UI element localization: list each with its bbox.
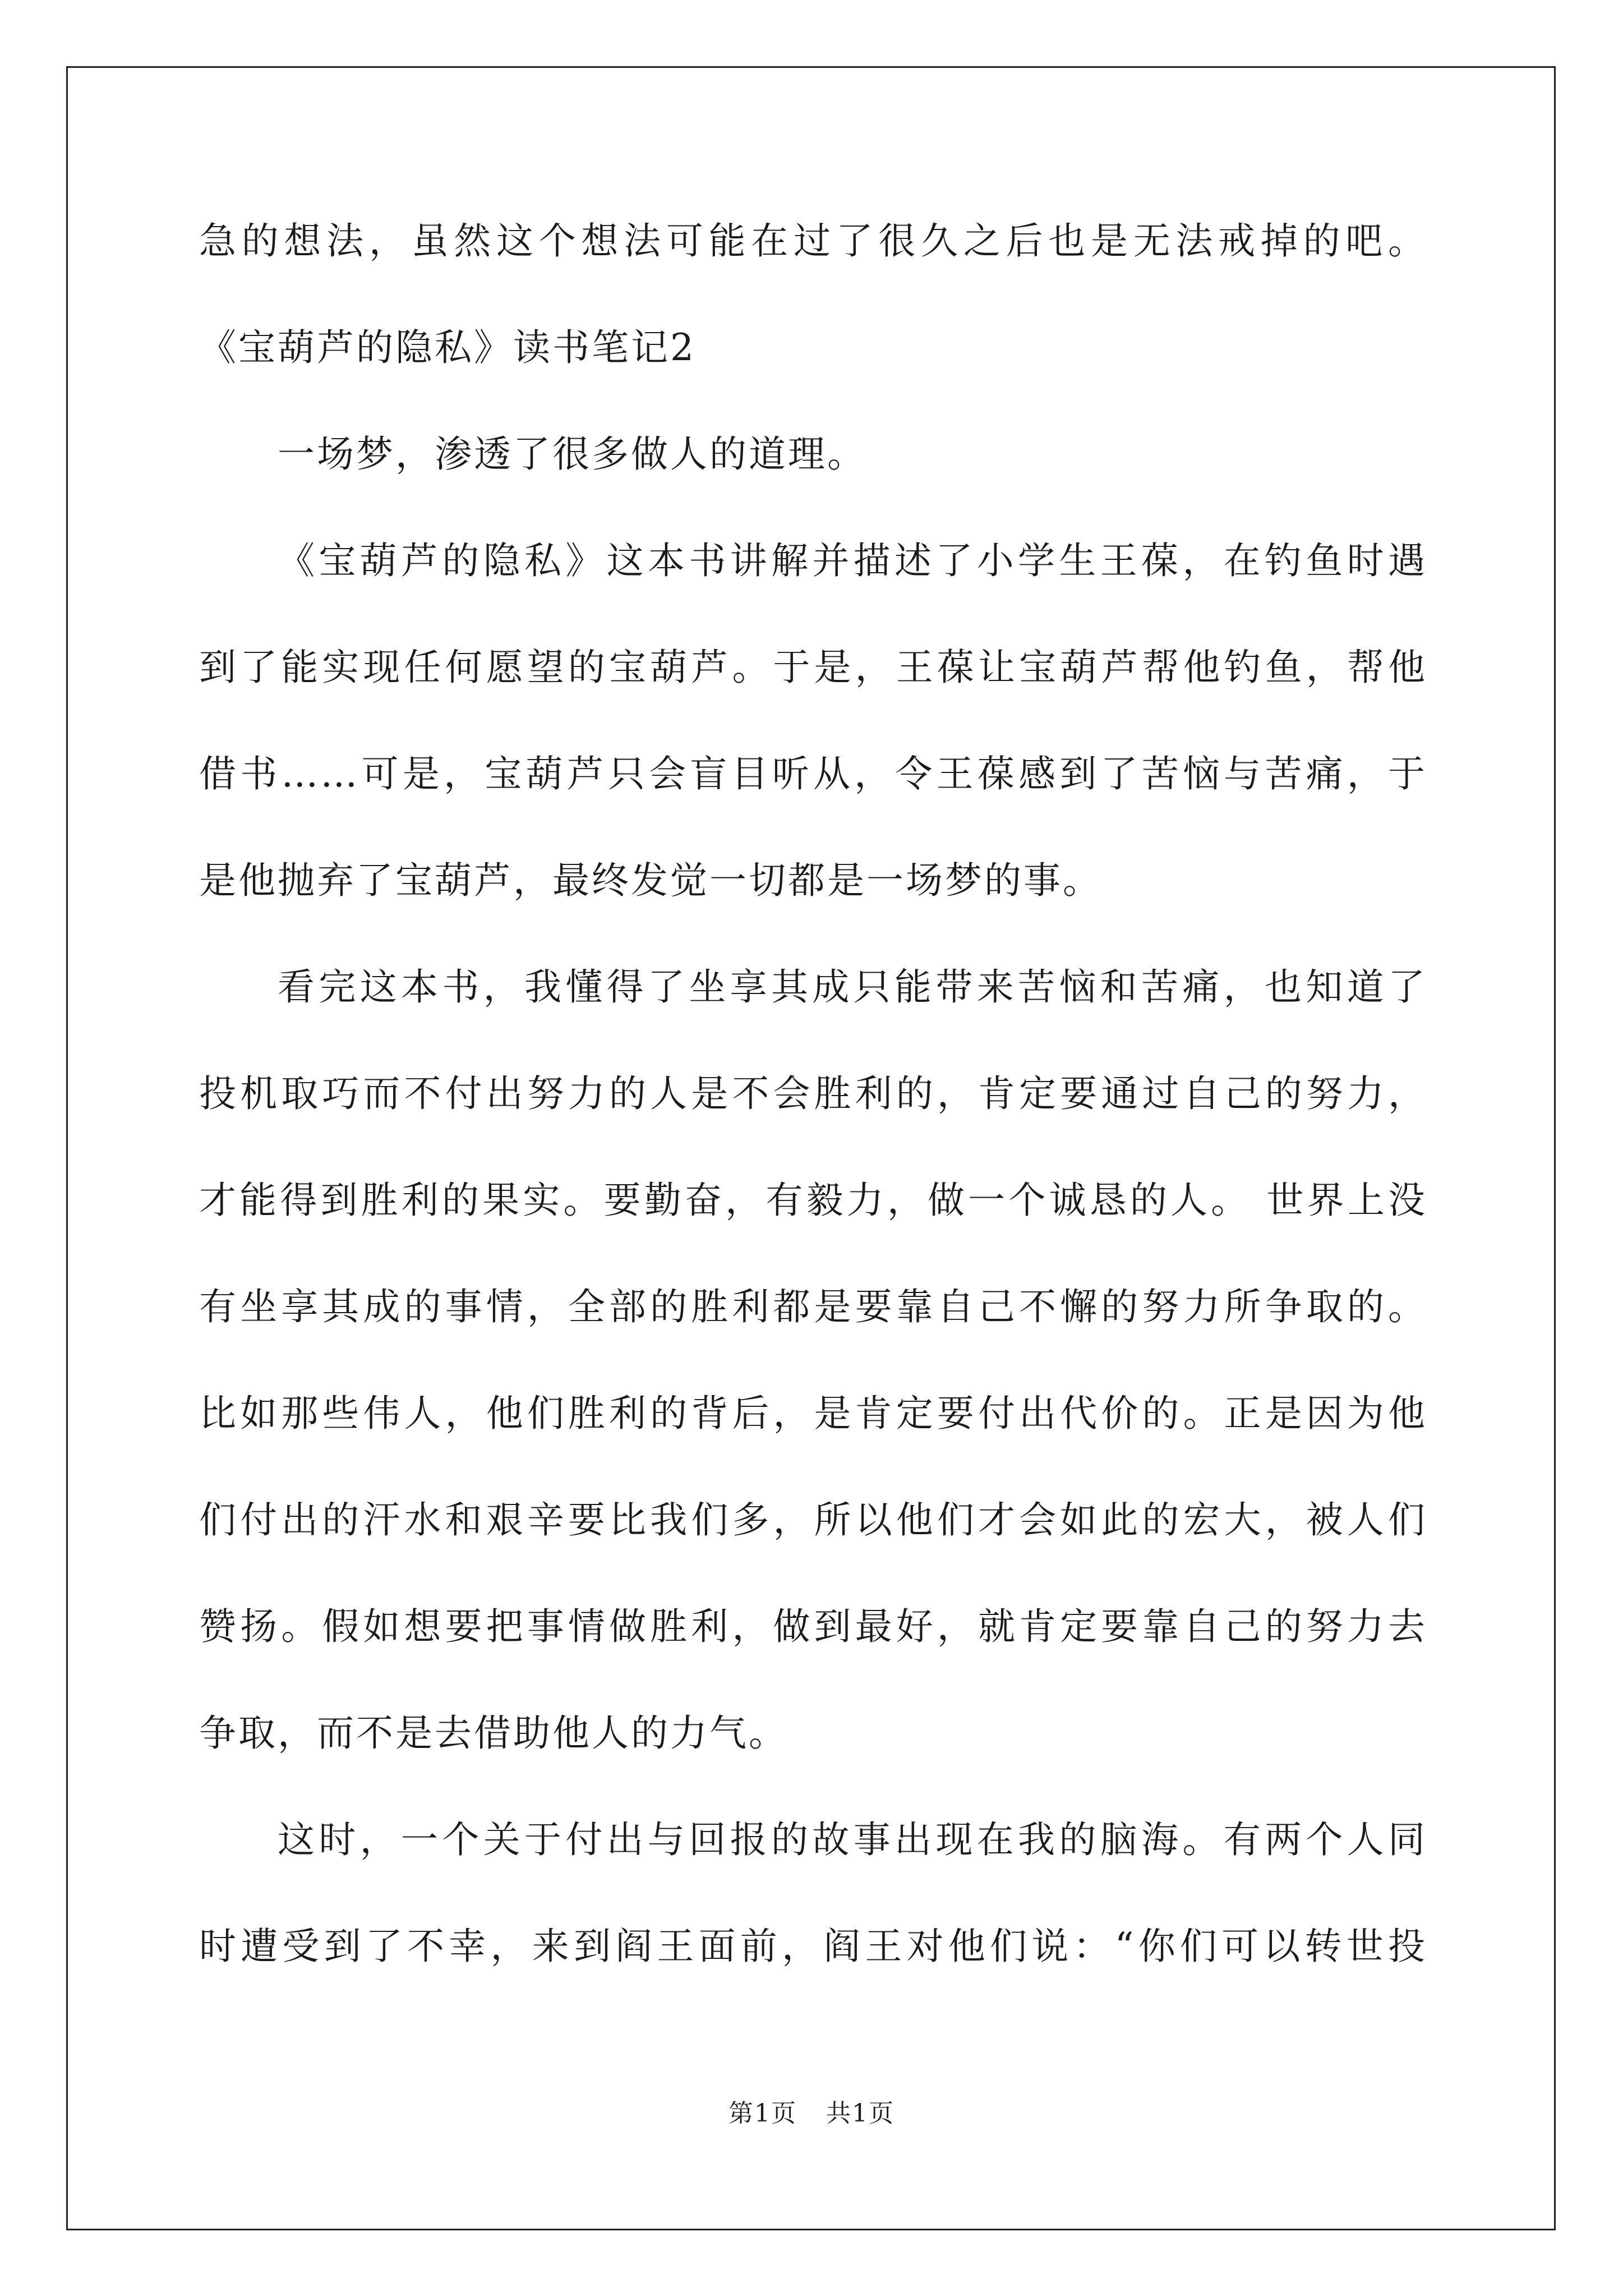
paragraph-line: 投机取巧而不付出努力的人是不会胜利的，肯定要通过自己的努力， [199,1072,1427,1115]
paragraph-line: 赞扬。假如想要把事情做胜利，做到最好，就肯定要靠自己的努力去 [199,1605,1427,1648]
document-body [199,214,1427,2026]
page-number-total: 共1页 [826,2099,895,2128]
paragraph-line: 到了能实现任何愿望的宝葫芦。于是，王葆让宝葫芦帮他钓鱼，帮他 [199,646,1427,689]
paragraph-line: 《宝葫芦的隐私》这本书讲解并描述了小学生王葆，在钓鱼时遇 [278,539,1427,582]
page-footer [0,2097,1623,2131]
paragraph-line: 才能得到胜利的果实。要勤奋，有毅力，做一个诚恳的人。 世界上没 [199,1179,1427,1222]
paragraph-line: 是他抛弃了宝葫芦，最终发觉一切都是一场梦的事。 [199,859,1102,902]
paragraph-line: 们付出的汗水和艰辛要比我们多，所以他们才会如此的宏大，被人们 [199,1498,1427,1542]
paragraph-line: 争取，而不是去借助他人的力气。 [199,1711,788,1755]
paragraph-line: 这时，一个关于付出与回报的故事出现在我的脑海。有两个人同 [278,1818,1427,1861]
section-heading: 《宝葫芦的隐私》读书笔记2 [199,326,696,369]
paragraph-line: 借书……可是，宝葫芦只会盲目听从，令王葆感到了苦恼与苦痛，于 [199,752,1427,795]
paragraph-line: 比如那些伟人，他们胜利的背后，是肯定要付出代价的。正是因为他 [199,1392,1427,1435]
paragraph-line: 急的想法，虽然这个想法可能在过了很久之后也是无法戒掉的吧。 [199,219,1427,263]
page-number-current: 第1页 [728,2099,797,2128]
paragraph-line: 有坐享其成的事情，全部的胜利都是要靠自己不懈的努力所争取的。 [199,1285,1427,1328]
paragraph-line: 时遭受到了不幸，来到阎王面前，阎王对他们说：“你们可以转世投 [199,1925,1427,1968]
paragraph-line: 看完这本书，我懂得了坐享其成只能带来苦恼和苦痛，也知道了 [278,965,1427,1009]
paragraph-line: 一场梦，渗透了很多做人的道理。 [278,432,866,476]
